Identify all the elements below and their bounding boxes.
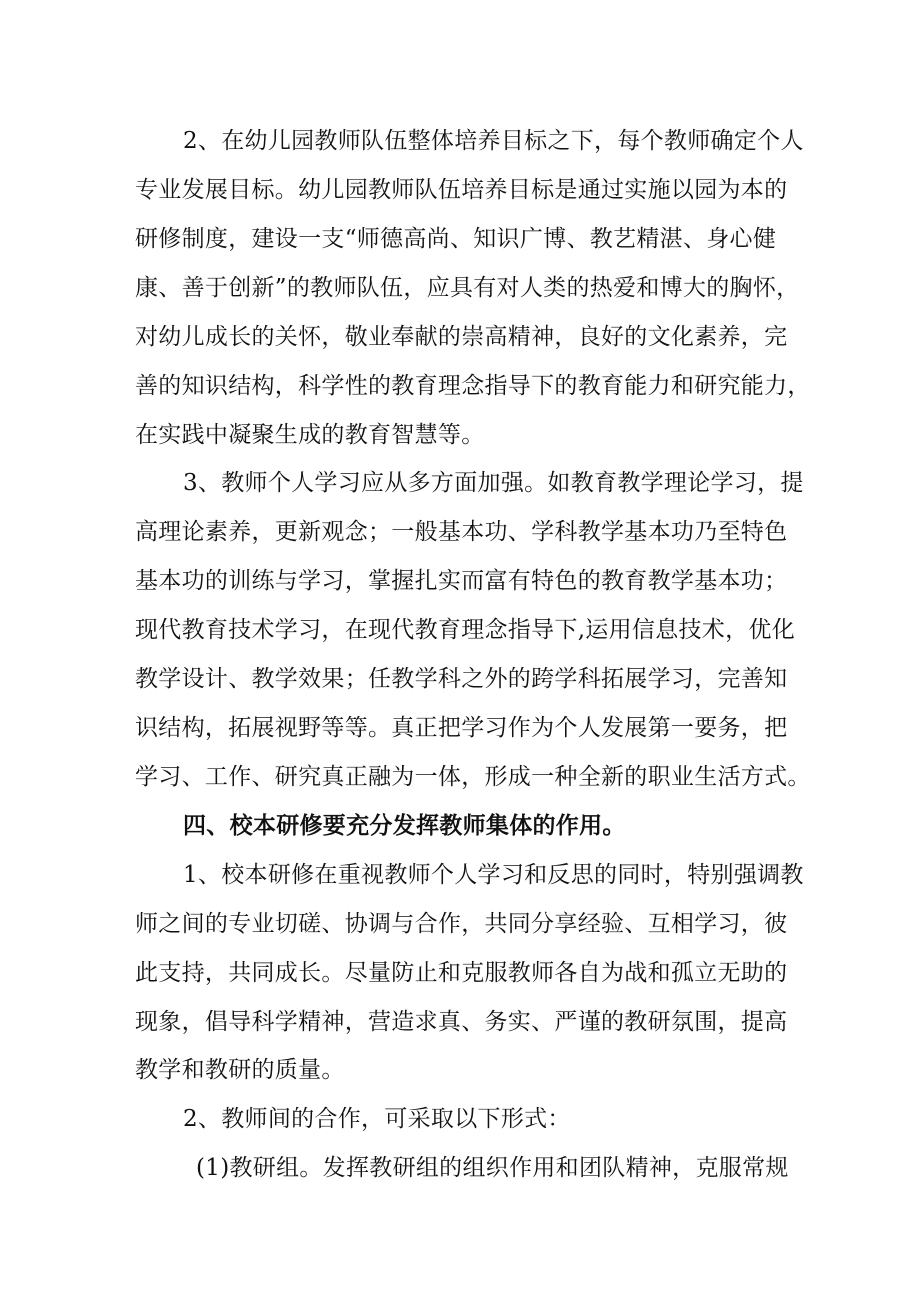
paragraph-2-line-2: 专业发展目标。幼儿园教师队伍培养目标是通过实施以园为本的 xyxy=(135,177,788,203)
paragraph-2-line-4: 康、善于创新”的教师队伍，应具有对人类的热爱和博大的胸怀， xyxy=(135,275,800,301)
paragraph-1-line-1: 1、校本研修在重视教师个人学习和反思的同时，特别强调教 xyxy=(183,862,804,888)
paragraph-2-line-7: 在实践中凝聚生成的教育智慧等。 xyxy=(135,422,485,448)
paragraph-3-line-6: 识结构，拓展视野等等。真正把学习作为个人发展第一要务，把 xyxy=(135,715,788,741)
paragraph-3-line-5: 教学设计、教学效果；任教学科之外的跨学科拓展学习，完善知 xyxy=(135,666,788,692)
paragraph-2-line-5: 对幼儿成长的关怀，敬业奉献的崇高精神，良好的文化素养，完 xyxy=(135,324,788,350)
section-heading: 四、校本研修要充分发挥教师集体的作用。 xyxy=(183,813,626,839)
paragraph-3-line-4: 现代教育技术学习，在现代教育理念指导下,运用信息技术，优化 xyxy=(135,617,796,643)
paragraph-1-line-5: 教学和教研的质量。 xyxy=(135,1057,345,1083)
paragraph-2-line-1: 2、在幼儿园教师队伍整体培养目标之下，每个教师确定个人 xyxy=(183,128,804,154)
paragraph-2-line-6: 善的知识结构，科学性的教育理念指导下的教育能力和研究能力， xyxy=(135,373,811,399)
paragraph-forms-intro: 2、教师间的合作，可采取以下形式： xyxy=(183,1106,571,1132)
list-item-1: (1)教研组。发挥教研组的组织作用和团队精神，克服常规 xyxy=(196,1155,789,1181)
paragraph-1-line-3: 此支持，共同成长。尽量防止和克服教师各自为战和孤立无助的 xyxy=(135,960,788,986)
paragraph-3-line-2: 高理论素养，更新观念；一般基本功、学科教学基本功乃至特色 xyxy=(135,519,788,545)
paragraph-1-line-2: 师之间的专业切磋、协调与合作，共同分享经验、互相学习，彼 xyxy=(135,911,788,937)
paragraph-3-line-7: 学习、工作、研究真正融为一体，形成一种全新的职业生活方式。 xyxy=(135,764,811,790)
paragraph-3-line-3: 基本功的训练与学习，掌握扎实而富有特色的教育教学基本功； xyxy=(135,568,788,594)
paragraph-3-line-1: 3、教师个人学习应从多方面加强。如教育教学理论学习，提 xyxy=(183,470,804,496)
paragraph-2-line-3: 研修制度，建设一支“师德高尚、知识广博、教艺精湛、身心健 xyxy=(135,226,777,252)
paragraph-1-line-4: 现象，倡导科学精神，营造求真、务实、严谨的教研氛围，提高 xyxy=(135,1009,788,1035)
